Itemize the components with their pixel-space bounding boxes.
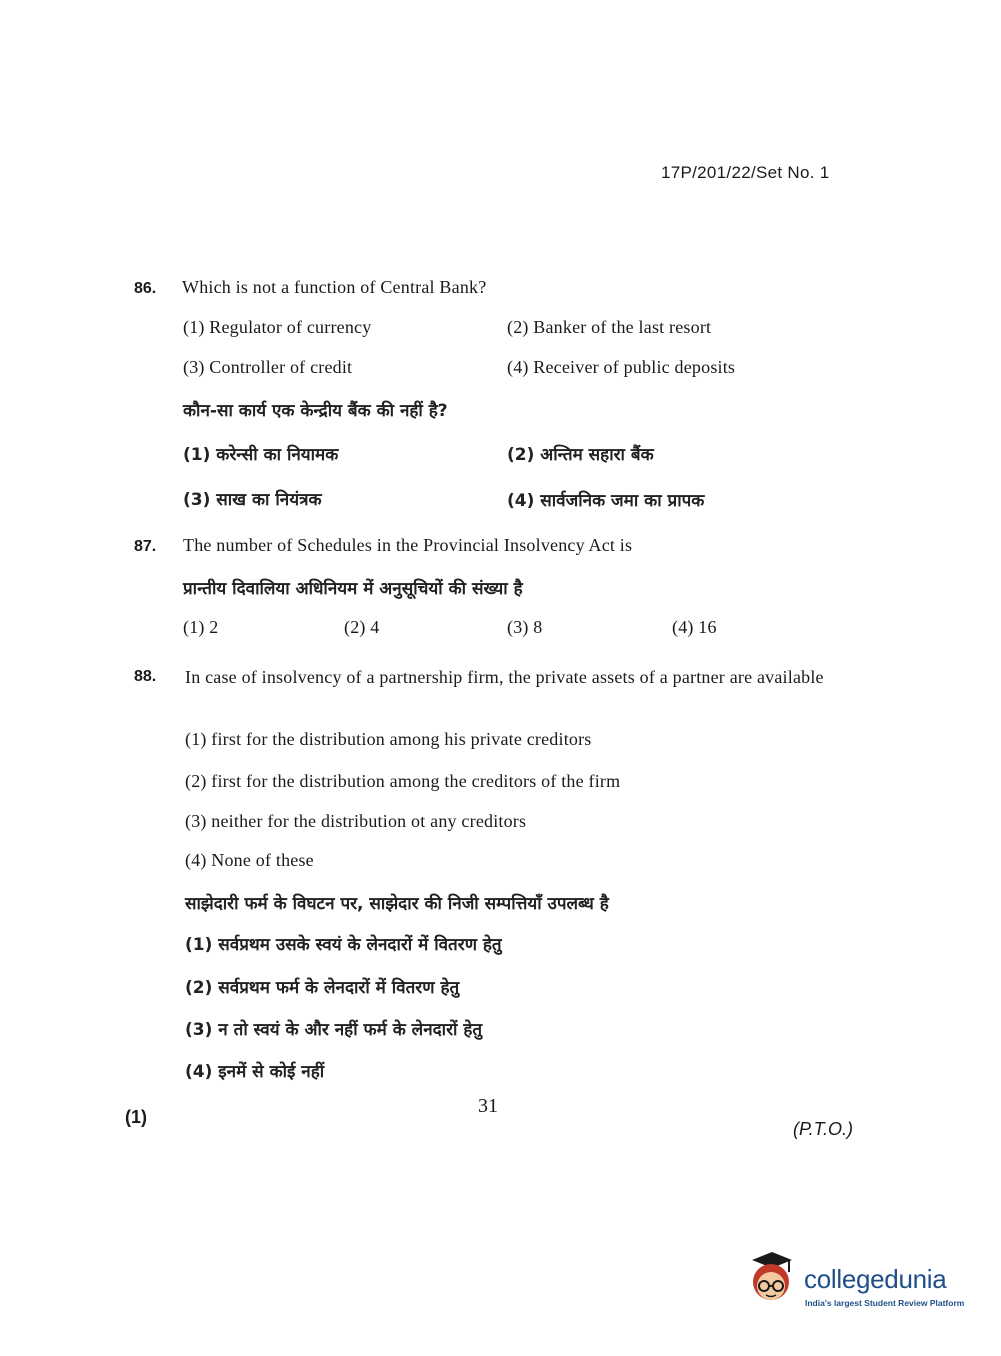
question-86-text-en: Which is not a function of Central Bank? [182,277,487,297]
question-86-option-3-en: (3) Controller of credit [183,357,353,377]
question-86-option-4-en: (4) Receiver of public deposits [507,357,736,377]
question-86-option-4-hi: (4) सार्वजनिक जमा का प्रापक [507,491,705,511]
question-87-option-2: (2) 4 [344,617,380,637]
question-88-text-en: In case of insolvency of a partnership firm, the private assets of a partner are available [185,667,824,687]
question-86-option-1-hi: (1) करेन्सी का नियामक [183,445,339,465]
question-86-number: 86. [134,280,157,297]
footer-left-mark: (1) [125,1107,147,1127]
question-88-option-4-en: (4) None of these [185,850,314,870]
question-87-option-3: (3) 8 [507,617,543,637]
question-86-option-1-en: (1) Regulator of currency [183,317,372,337]
question-87-number: 87. [134,538,157,555]
question-88-option-4-hi: (4) इनमें से कोई नहीं [185,1062,325,1082]
question-88-number: 88. [134,668,157,685]
question-86-option-2-en: (2) Banker of the last resort [507,317,712,337]
pto-mark: (P.T.O.) [793,1119,854,1139]
question-88-option-2-hi: (2) सर्वप्रथम फर्म के लेनदारों में वितरण हेतु [185,978,460,998]
question-86-text-hi: कौन-सा कार्य एक केन्द्रीय बैंक की नहीं है? [183,401,448,421]
question-88-text-hi: साझेदारी फर्म के विघटन पर, साझेदार की निजी सम्पत्तियाँ उपलब्ध है [185,894,609,914]
question-88-option-3-en: (3) neither for the distribution ot any creditors [185,811,527,831]
question-86-option-2-hi: (2) अन्तिम सहारा बैंक [507,445,654,465]
collegedunia-mascot-icon [742,1250,800,1310]
question-87-text-hi: प्रान्तीय दिवालिया अधिनियम में अनुसूचियों की संख्या है [183,579,523,599]
collegedunia-watermark [742,1250,972,1320]
question-88-option-3-hi: (3) न तो स्वयं के और नहीं फर्म के लेनदारों हेतु [185,1020,483,1040]
collegedunia-tagline: India's largest Student Review Platform [805,1298,965,1308]
question-87-option-1: (1) 2 [183,617,219,637]
question-87-text-en: The number of Schedules in the Provincial Insolvency Act is [183,535,633,555]
page-number: 31 [478,1095,498,1117]
set-number: 17P/201/22/Set No. 1 [661,163,830,182]
question-88-option-2-en: (2) first for the distribution among the creditors of the firm [185,771,621,791]
question-88-option-1-hi: (1) सर्वप्रथम उसके स्वयं के लेनदारों में वितरण हेतु [185,935,502,955]
question-88-option-1-en: (1) first for the distribution among his private creditors [185,729,592,749]
question-86-option-3-hi: (3) साख का नियंत्रक [183,490,322,510]
collegedunia-brand: collegedunia [804,1264,947,1294]
question-87-option-4: (4) 16 [672,617,717,637]
